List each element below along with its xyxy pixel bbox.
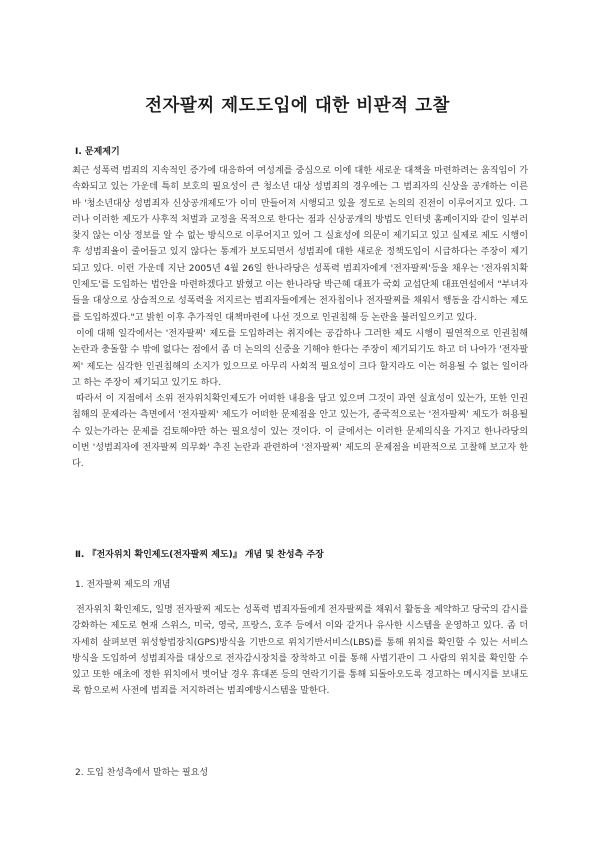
section-1-body: [72, 163, 528, 473]
subsection-2-heading: 2. 도입 찬성측에서 말하는 필요성: [75, 768, 209, 778]
paragraph: 최근 성폭력 범죄의 지속적인 증가에 대응하여 여성계를 중심으로 이에 대한 새로운 대책을 마련하려는 움직임이 가속화되고 있는 가운데 특히 보호의 필요성이 큰 청소년 대상 성범죄의 경우에는 그 범죄자의 신상을 공개하는 이른바 '청소년대상 성범죄자 신상공개제도'가 이미 만들어져 시행되고 있을 정도로 논의의 진전이 이루어지고 있다. 그러나 이러한 제도가 사후적 처벌과 교정을 목적으로 한다는 점과 신상공개의 방법도 인터넷 홈페이지와 같이 일부러 찾지 않는 이상 정보를 알 수 없는 방식으로 이루어지고 있어 그 실효성에 의문이 제기되고 있고 실제로 제도 시행이후 성범죄율이 줄어들고 있지 않다는 통계가 보도되면서 성범죄에 대한 새로운 정책도입이 시급하다는 주장이 제기되고 있다. 이런 가운데 지난 2005년 4월 26일 한나라당은 성폭력 범죄자에게 '전자팔찌'등을 채우는 '전자위치확인제도'를 도입하는 법안을 마련하겠다고 밝혔고 이는 한나라당 박근혜 대표가 국회 교섭단체 대표연설에서 "부녀자들을 대상으로 상습적으로 성폭력을 저지르는 범죄자들에게는 전자칩이나 전자팔찌를 채워서 행동을 감시하는 제도를 도입하겠다."고 밝힌 이후 추가적인 대책마련에 나선 것으로 인권침해 등 논란을 불러일으키고 있다.: [72, 166, 528, 323]
paragraph: 따라서 이 지점에서 소위 전자위치확인제도가 어떠한 내용을 담고 있으며 그것이 과연 실효성이 있는가, 또한 인권침해의 문제라는 측면에서 '전자팔찌' 제도가 어떠한 문제점을 안고 있는가, 종국적으로는 '전자팔찌' 제도가 허용될 수 있는가라는 문제를 검토해야만 하는 필요성이 있는 것이다. 이 글에서는 이러한 문제의식을 가지고 한나라당의 이번 '성범죄자에 전자팔찌 의무화' 추진 논란과 관련하여 '전자팔찌' 제도의 문제점을 비판적으로 고찰해 보고자 한다.: [72, 394, 528, 470]
subsection-1-heading: 1. 전자팔찌 제도의 개념: [75, 580, 171, 590]
document-title: 전자팔찌 제도도입에 대한 비판적 고찰: [145, 96, 450, 116]
paragraph: 전자위치 확인제도, 일명 전자팔찌 제도는 성폭력 범죄자들에게 전자팔찌를 채워서 활동을 제약하고 당국의 감시를 강화하는 제도로 현재 스위스, 미국, 영국, 프랑스, 호주 등에서 이와 같거나 유사한 시스템을 운영하고 있다. 좀 더 자세히 살펴보면 위성항법장치(GPS)방식을 기반으로 위치기반서비스(LBS)를 통해 위치를 확인할 수 있는 서비스방식을 도입하여 성범죄자를 대상으로 전자감시장치를 장착하고 이를 통해 사법기관이 그 사람의 위치를 확인할 수 있고 또한 애초에 정한 위치에서 벗어날 경우 휴대폰 등의 연락기기를 통해 되돌아오도록 경고하는 메시지를 보내도록 함으로써 사전에 범죄를 저지하려는 범죄예방시스템을 말한다.: [72, 605, 528, 697]
section-2-heading: Ⅱ. 『전자위치 확인제도(전자팔찌 제도)』 개념 및 찬성측 주장: [75, 550, 324, 560]
section-1-heading: Ⅰ. 문제제기: [75, 147, 120, 157]
subsection-1-body: [72, 602, 528, 700]
paragraph: 이에 대해 일각에서는 '전자팔찌' 제도를 도입하려는 취지에는 공감하나 그러한 제도 시행이 필연적으로 인권침해 논란과 충돌할 수 밖에 없다는 점에서 좀 더 논의의 신중을 기해야 한다는 주장이 제기되기도 하고 더 나아가 '전자팔찌' 제도는 심각한 인권침해의 소지가 있으므로 아무리 사회적 필요성이 크다 할지라도 이는 허용될 수 없는 일이라고 하는 주장이 제기되고 있기도 하다.: [72, 328, 528, 388]
